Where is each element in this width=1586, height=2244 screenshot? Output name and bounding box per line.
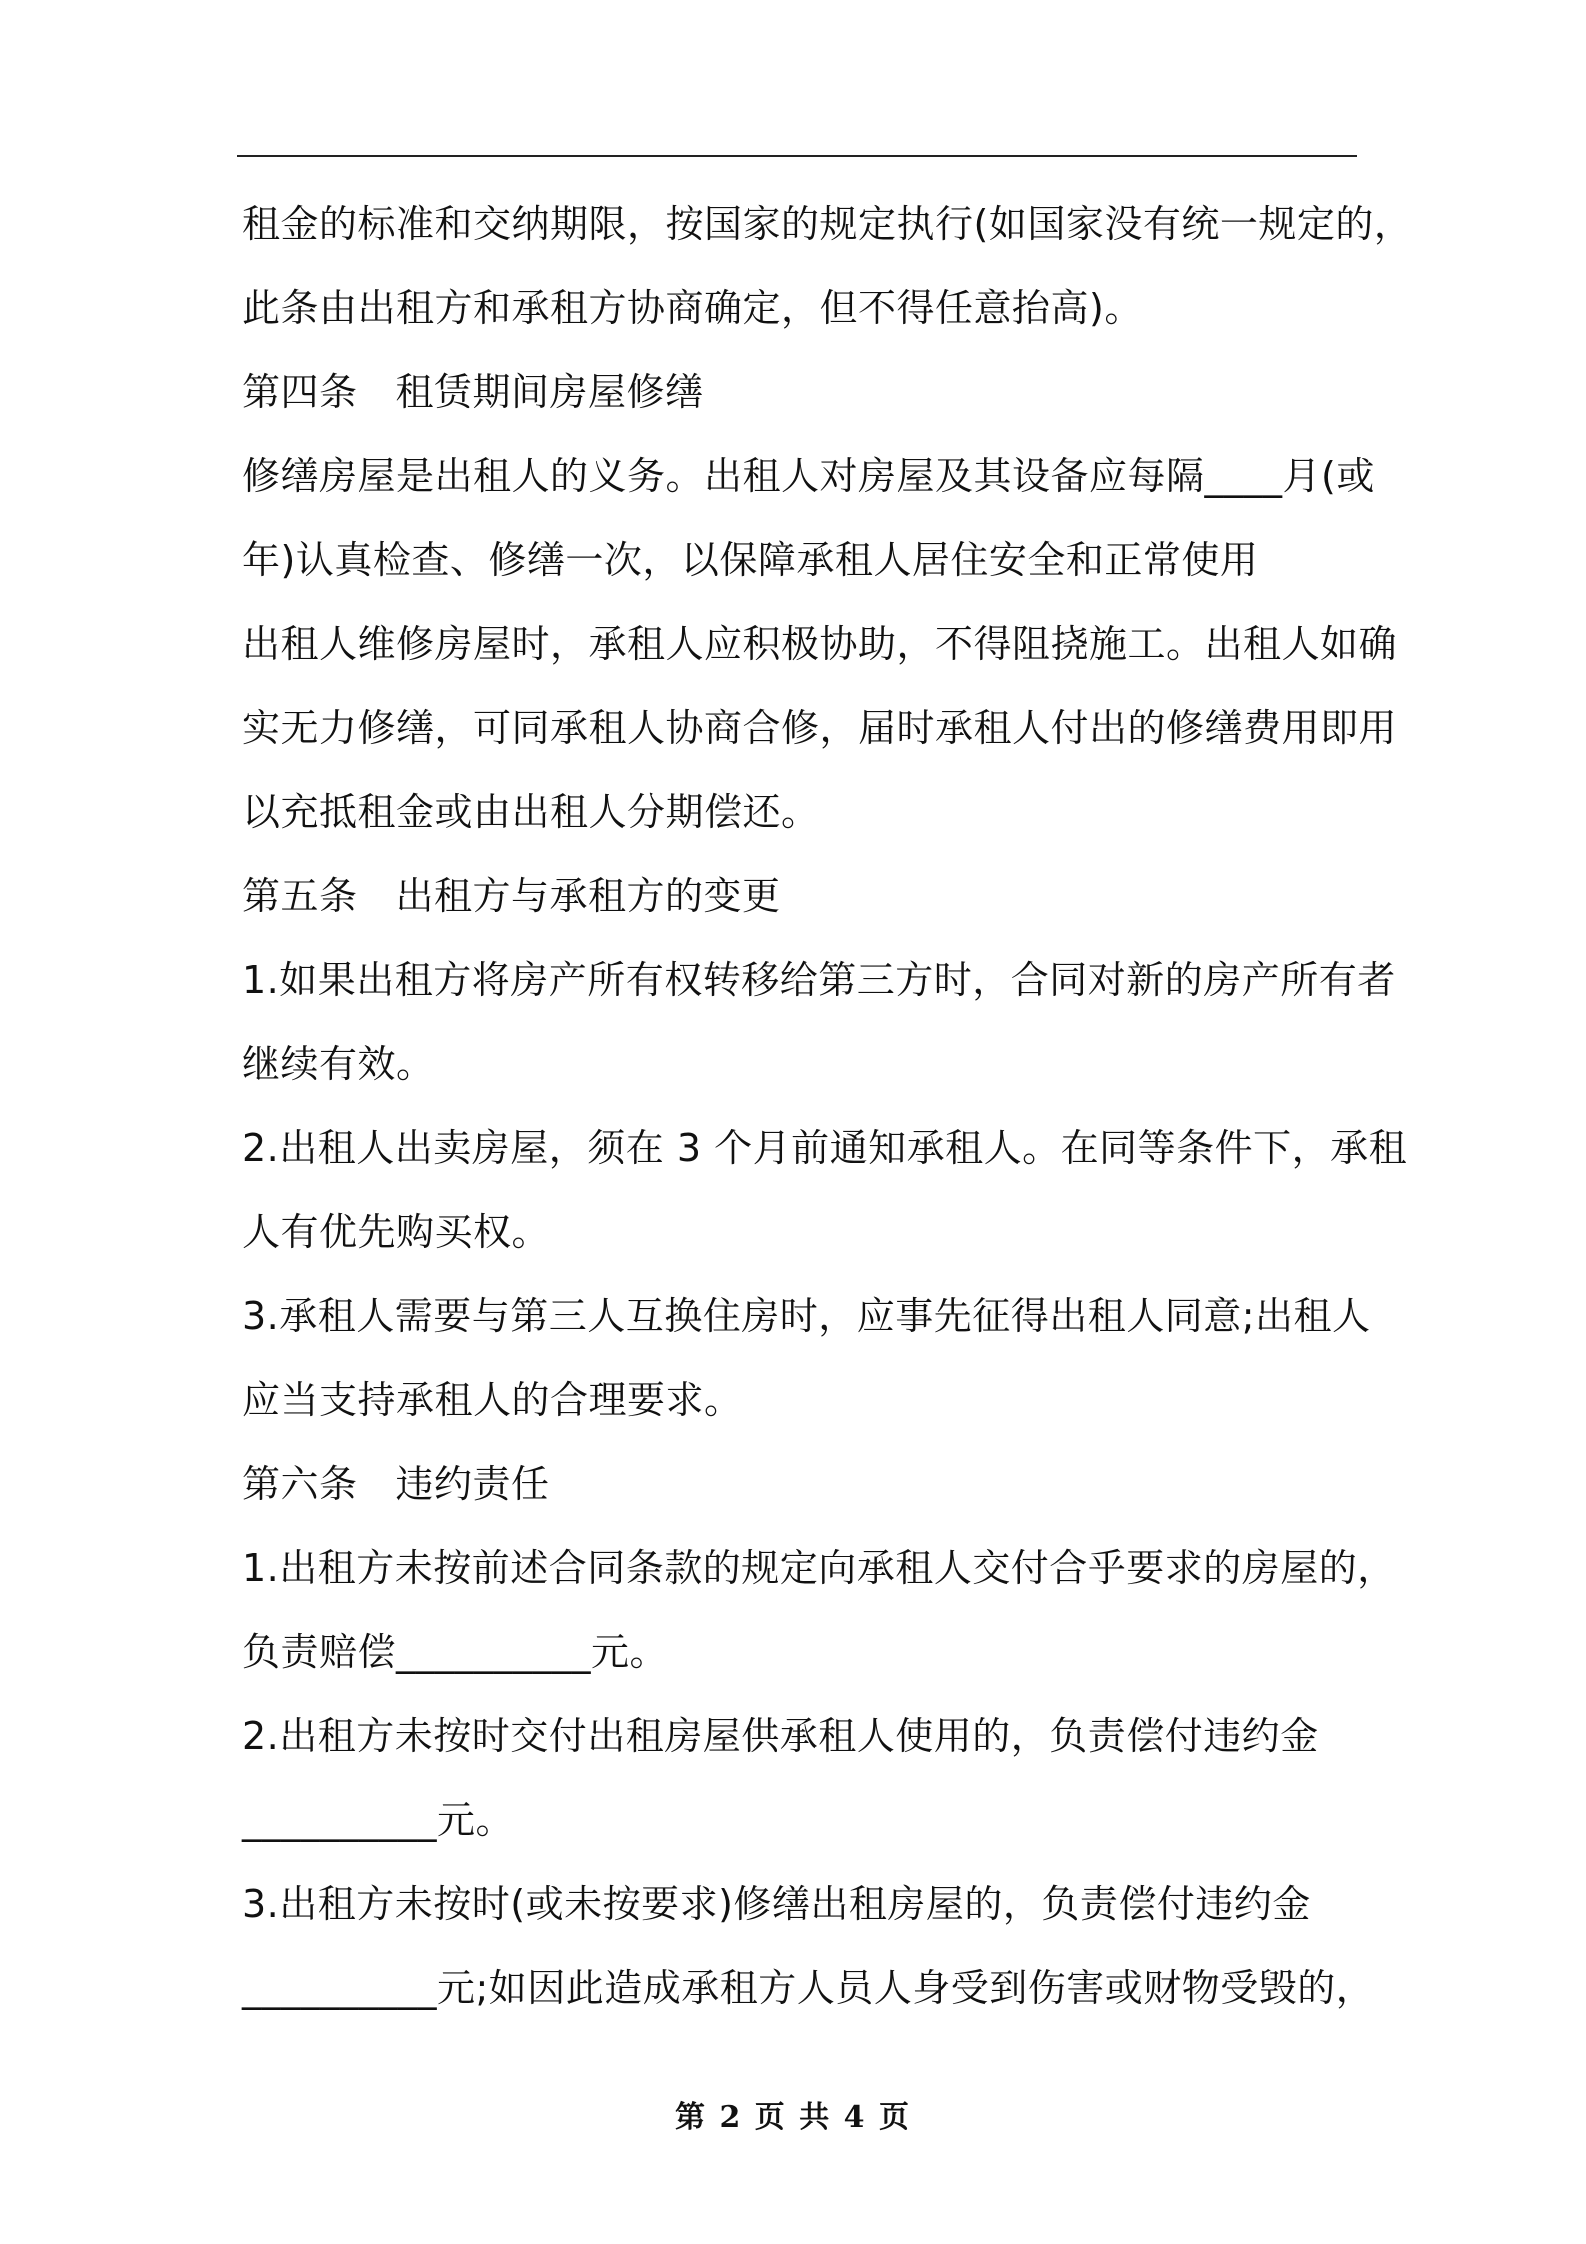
article-title: 租赁期间房屋修缮 [395, 370, 704, 414]
paragraph-line: 3.出租方未按时(或未按要求)修缮出租房屋的，负责偿付违约金 [242, 1882, 1311, 1926]
paragraph-line: 1.如果出租方将房产所有权转移给第三方时，合同对新的房产所有者 [242, 958, 1396, 1002]
paragraph-line: 1.出租方未按前述合同条款的规定向承租人交付合乎要求的房屋的， [242, 1546, 1396, 1590]
paragraph-line: 租金的标准和交纳期限，按国家的规定执行(如国家没有统一规定的， [242, 202, 1413, 246]
paragraph-line: 3.承租人需要与第三人互换住房时，应事先征得出租人同意;出租人 [242, 1294, 1371, 1338]
paragraph-line: 2.出租人出卖房屋，须在 3 个月前通知承租人。在同等条件下，承租 [242, 1126, 1408, 1170]
article-number: 第五条 [242, 874, 358, 918]
paragraph-line: 人有优先购买权。 [242, 1210, 551, 1254]
paragraph-line: 负责赔偿__________元。 [242, 1630, 669, 1674]
article-number: 第四条 [242, 370, 358, 414]
article-title: 违约责任 [395, 1462, 550, 1506]
article-4-heading [242, 350, 1362, 434]
article-number: 第六条 [242, 1462, 358, 1506]
paragraph-line: 应当支持承租人的合理要求。 [242, 1378, 743, 1422]
article-5-heading [242, 854, 1362, 938]
page-number-footer: 第 2 页 共 4 页 [675, 2100, 911, 2135]
paragraph-line: 此条由出租方和承租方协商确定，但不得任意抬高)。 [242, 286, 1143, 330]
paragraph-line: 年)认真检查、修缮一次，以保障承租人居住安全和正常使用 [242, 538, 1259, 582]
header-rule [237, 155, 1357, 157]
paragraph-line: 修缮房屋是出租人的义务。出租人对房屋及其设备应每隔____月(或 [242, 454, 1375, 498]
paragraph-line: __________元;如因此造成承租方人员人身受到伤害或财物受毁的， [242, 1966, 1375, 2010]
paragraph-line: 继续有效。 [242, 1042, 435, 1086]
paragraph-line: 实无力修缮，可同承租人协商合修，届时承租人付出的修缮费用即用 [242, 706, 1398, 750]
paragraph-line: 以充抵租金或由出租人分期偿还。 [242, 790, 820, 834]
document-body [242, 182, 1413, 2030]
paragraph-line: 2.出租方未按时交付出租房屋供承租人使用的，负责偿付违约金 [242, 1714, 1319, 1758]
article-title: 出租方与承租方的变更 [395, 874, 781, 918]
paragraph-line: __________元。 [242, 1798, 515, 1842]
article-6-heading [242, 1442, 1362, 1526]
paragraph-line: 出租人维修房屋时，承租人应积极协助，不得阻挠施工。出租人如确 [242, 622, 1398, 666]
